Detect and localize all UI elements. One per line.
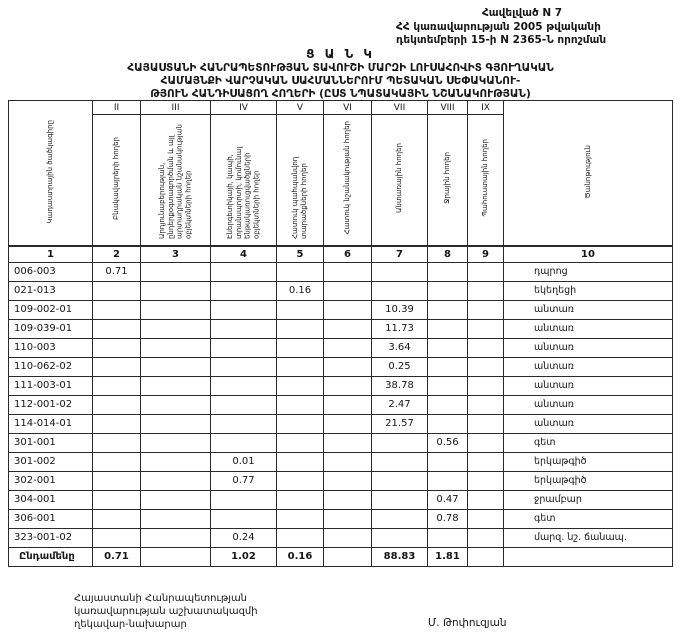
value-cell-col6 <box>324 319 372 338</box>
value-cell-col7: 0.25 <box>372 357 428 376</box>
col-index-7: 7 <box>372 246 428 262</box>
signature-line-1: Հայաստանի Հանրապետության <box>74 593 248 604</box>
value-cell-col8 <box>428 376 468 395</box>
value-cell-col7: 11.73 <box>372 319 428 338</box>
value-cell-col5 <box>277 528 324 547</box>
value-cell-col6 <box>324 471 372 490</box>
value-cell-col5 <box>277 452 324 471</box>
value-cell-col4 <box>211 433 277 452</box>
value-cell-col2 <box>93 281 141 300</box>
value-cell-col2 <box>93 509 141 528</box>
value-cell-col9 <box>468 509 504 528</box>
value-cell-col3 <box>141 547 211 566</box>
roman-IX: IX <box>468 101 504 115</box>
value-cell-col2: 0.71 <box>93 262 141 281</box>
appendix-gov-line1: ՀՀ կառավարության 2005 թվականի <box>396 20 601 33</box>
col-index-10: 10 <box>504 246 673 262</box>
value-cell-col7: 3.64 <box>372 338 428 357</box>
cadastral-code-cell: 110-003 <box>9 338 93 357</box>
value-cell-col5 <box>277 357 324 376</box>
value-cell-col7: 10.39 <box>372 300 428 319</box>
value-cell-col9 <box>468 395 504 414</box>
note-cell <box>504 547 673 566</box>
cadastral-code-cell: 306-001 <box>9 509 93 528</box>
value-cell-col3 <box>141 452 211 471</box>
value-cell-col9 <box>468 433 504 452</box>
value-cell-col7 <box>372 509 428 528</box>
table-body <box>9 262 673 566</box>
value-cell-col5 <box>277 471 324 490</box>
value-cell-col4 <box>211 509 277 528</box>
cadastral-code-cell: 323-001-02 <box>9 528 93 547</box>
cadastral-code-cell: 302-001 <box>9 471 93 490</box>
title-word-list: Ց Ա Ն Կ <box>306 47 375 61</box>
value-cell-col8 <box>428 414 468 433</box>
value-cell-col9 <box>468 319 504 338</box>
value-cell-col8 <box>428 319 468 338</box>
value-cell-col6 <box>324 300 372 319</box>
col-header-forest-lands: Անտառային հողեր <box>372 115 428 247</box>
appendix-title: Հավելված N 7 <box>481 7 563 19</box>
value-cell-col2 <box>93 414 141 433</box>
value-cell-col9 <box>468 376 504 395</box>
value-cell-col3 <box>141 490 211 509</box>
document-title <box>0 47 681 101</box>
note-cell: անտառ <box>504 300 673 319</box>
value-cell-col8 <box>428 281 468 300</box>
value-cell-col3 <box>141 395 211 414</box>
col-index-5: 5 <box>277 246 324 262</box>
value-cell-col8 <box>428 262 468 281</box>
cadastral-code-cell: 112-001-02 <box>9 395 93 414</box>
signature-block <box>74 592 258 631</box>
value-cell-col2 <box>93 300 141 319</box>
value-cell-col4: 0.77 <box>211 471 277 490</box>
col-header-note <box>504 101 673 247</box>
signature-line-2: կառավարության աշխատակազմի <box>74 606 258 617</box>
cadastral-code-cell: 304-001 <box>9 490 93 509</box>
value-cell-col5: 0.16 <box>277 547 324 566</box>
value-cell-col2 <box>93 433 141 452</box>
table-row <box>9 281 673 300</box>
value-cell-col2: 0.71 <box>93 547 141 566</box>
value-cell-col2 <box>93 528 141 547</box>
value-cell-col5: 0.16 <box>277 281 324 300</box>
roman-V: V <box>277 101 324 115</box>
value-cell-col4 <box>211 281 277 300</box>
value-cell-col6 <box>324 357 372 376</box>
roman-numeral-row <box>9 101 673 115</box>
value-cell-col7 <box>372 452 428 471</box>
table-row <box>9 528 673 547</box>
value-cell-col6 <box>324 281 372 300</box>
col-header-water-lands: Ջրային հողեր <box>428 115 468 247</box>
value-cell-col4 <box>211 262 277 281</box>
value-cell-col9 <box>468 547 504 566</box>
value-cell-col4 <box>211 319 277 338</box>
total-label: Ընդամենը <box>9 547 93 566</box>
value-cell-col9 <box>468 471 504 490</box>
col-header-settlement-lands: Բնակավայրերի հողեր <box>93 115 141 247</box>
roman-IV: IV <box>211 101 277 115</box>
table-row <box>9 376 673 395</box>
land-table <box>8 100 673 567</box>
value-cell-col4 <box>211 376 277 395</box>
value-cell-col6 <box>324 414 372 433</box>
value-cell-col6 <box>324 433 372 452</box>
value-cell-col4: 0.01 <box>211 452 277 471</box>
value-cell-col2 <box>93 395 141 414</box>
value-cell-col8 <box>428 452 468 471</box>
value-cell-col5 <box>277 395 324 414</box>
value-cell-col6 <box>324 376 372 395</box>
value-cell-col7 <box>372 490 428 509</box>
col-header-cadastral-code <box>9 101 93 247</box>
col-index-9: 9 <box>468 246 504 262</box>
value-cell-col7 <box>372 471 428 490</box>
value-cell-col3 <box>141 319 211 338</box>
col-header-special-lands: Հատուկ նշանակության հողեր <box>324 115 372 247</box>
value-cell-col8 <box>428 357 468 376</box>
value-cell-col9 <box>468 357 504 376</box>
table-row <box>9 433 673 452</box>
value-cell-col3 <box>141 281 211 300</box>
value-cell-col7: 21.57 <box>372 414 428 433</box>
value-cell-col8 <box>428 338 468 357</box>
value-cell-col8 <box>428 300 468 319</box>
value-cell-col2 <box>93 376 141 395</box>
cadastral-code-cell: 110-062-02 <box>9 357 93 376</box>
appendix-gov-line2: դեկտեմբերի 15-ի N 2365-Ն որոշման <box>396 34 607 47</box>
value-cell-col8: 0.56 <box>428 433 468 452</box>
table-header <box>9 101 673 263</box>
col-index-8: 8 <box>428 246 468 262</box>
title-line-2: ՀԱՅԱՍՏԱՆԻ ՀԱՆՐԱՊԵՏՈՒԹՅԱՆ ՏԱՎՈՒՇԻ ՄԱՐԶԻ ԼՈՒՍԱՀՈՎԻՏ ԳՅՈՒՂԱԿԱՆ <box>127 62 554 74</box>
value-cell-col5 <box>277 414 324 433</box>
value-cell-col5 <box>277 338 324 357</box>
value-cell-col8: 1.81 <box>428 547 468 566</box>
col-index-4: 4 <box>211 246 277 262</box>
cadastral-code-cell: 301-001 <box>9 433 93 452</box>
col-header-industrial-lands: Արդյունաբերության, ընդերքօգտագործման և այլ արտադրական նշանակության օբյեկտների հողեր <box>141 115 211 247</box>
value-cell-col7: 38.78 <box>372 376 428 395</box>
value-cell-col7 <box>372 262 428 281</box>
note-cell: անտառ <box>504 395 673 414</box>
col-index-2: 2 <box>93 246 141 262</box>
value-cell-col8 <box>428 528 468 547</box>
title-line-3: ՀԱՄԱՅՆՔԻ ՎԱՐՉԱԿԱՆ ՍԱՀՄԱՆՆԵՐՈՒՄ ՊԵՏԱԿԱՆ ՍԵՓԱԿԱՆՈՒ- <box>160 75 521 88</box>
table-row <box>9 357 673 376</box>
roman-III: III <box>141 101 211 115</box>
value-cell-col9 <box>468 528 504 547</box>
value-cell-col4 <box>211 338 277 357</box>
value-cell-col6 <box>324 262 372 281</box>
table-row <box>9 395 673 414</box>
note-cell: եկեղեցի <box>504 281 673 300</box>
table-row <box>9 338 673 357</box>
table-row <box>9 300 673 319</box>
cadastral-code-cell: 109-039-01 <box>9 319 93 338</box>
value-cell-col7 <box>372 528 428 547</box>
table-row <box>9 471 673 490</box>
value-cell-col5 <box>277 262 324 281</box>
value-cell-col2 <box>93 471 141 490</box>
value-cell-col3 <box>141 471 211 490</box>
value-cell-col4: 1.02 <box>211 547 277 566</box>
note-cell: երկաթգիծ <box>504 471 673 490</box>
value-cell-col3 <box>141 414 211 433</box>
value-cell-col3 <box>141 262 211 281</box>
value-cell-col5 <box>277 490 324 509</box>
value-cell-col3 <box>141 300 211 319</box>
roman-VI: VI <box>324 101 372 115</box>
value-cell-col7: 2.47 <box>372 395 428 414</box>
table-row <box>9 262 673 281</box>
value-cell-col5 <box>277 433 324 452</box>
value-cell-col8: 0.47 <box>428 490 468 509</box>
roman-VII: VII <box>372 101 428 115</box>
cadastral-code-cell: 109-002-01 <box>9 300 93 319</box>
note-cell: ջրամբար <box>504 490 673 509</box>
note-cell: երկաթգիծ <box>504 452 673 471</box>
value-cell-col9 <box>468 262 504 281</box>
note-cell: անտառ <box>504 376 673 395</box>
value-cell-col6 <box>324 395 372 414</box>
value-cell-col2 <box>93 338 141 357</box>
value-cell-col3 <box>141 433 211 452</box>
col-index-3: 3 <box>141 246 211 262</box>
cadastral-code-cell: 021-013 <box>9 281 93 300</box>
value-cell-col4 <box>211 490 277 509</box>
note-header-label: Ծանոթություն <box>583 144 592 199</box>
value-cell-col9 <box>468 338 504 357</box>
value-cell-col4 <box>211 300 277 319</box>
note-cell: գետ <box>504 433 673 452</box>
value-cell-col3 <box>141 509 211 528</box>
value-cell-col9 <box>468 300 504 319</box>
title-line-4: ԹՅՈՒՆ ՀԱՆԴԻՍԱՑՈՂ ՀՈՂԵՐԻ (ԸՍՏ ՆՊԱՏԱԿԱՅԻՆ ՆՇԱՆԱԿՈՒԹՅԱՆ) <box>150 88 531 101</box>
note-cell: անտառ <box>504 357 673 376</box>
roman-VIII: VIII <box>428 101 468 115</box>
appendix-block <box>396 7 648 48</box>
cadastral-code-cell: 301-002 <box>9 452 93 471</box>
cadastral-code-cell: 006-003 <box>9 262 93 281</box>
value-cell-col4 <box>211 414 277 433</box>
value-cell-col4 <box>211 395 277 414</box>
value-cell-col9 <box>468 452 504 471</box>
note-cell: մարզ. նշ. ճանապ. <box>504 528 673 547</box>
col-header-reserve-lands: Պահուստային հողեր <box>468 115 504 247</box>
value-cell-col4 <box>211 357 277 376</box>
table-row <box>9 452 673 471</box>
cadastral-code-cell: 114-014-01 <box>9 414 93 433</box>
value-cell-col2 <box>93 452 141 471</box>
value-cell-col4: 0.24 <box>211 528 277 547</box>
value-cell-col5 <box>277 376 324 395</box>
value-cell-col5 <box>277 319 324 338</box>
value-cell-col3 <box>141 528 211 547</box>
table-row <box>9 414 673 433</box>
value-cell-col6 <box>324 509 372 528</box>
signer-name: Մ. Թոփուզյան <box>428 617 507 629</box>
value-cell-col9 <box>468 281 504 300</box>
value-cell-col3 <box>141 376 211 395</box>
note-cell: գետ <box>504 509 673 528</box>
value-cell-col2 <box>93 357 141 376</box>
note-cell: դպրոց <box>504 262 673 281</box>
roman-II: II <box>93 101 141 115</box>
col-header-protected-lands: Հատուկ պահպանվող տարածքների հողեր <box>277 115 324 247</box>
cadastral-code-cell: 111-003-01 <box>9 376 93 395</box>
value-cell-col7 <box>372 281 428 300</box>
value-cell-col2 <box>93 490 141 509</box>
value-cell-col6 <box>324 547 372 566</box>
value-cell-col3 <box>141 338 211 357</box>
value-cell-col2 <box>93 319 141 338</box>
col-index-6: 6 <box>324 246 372 262</box>
column-index-row <box>9 246 673 262</box>
table-row <box>9 490 673 509</box>
value-cell-col8 <box>428 471 468 490</box>
value-cell-col8 <box>428 395 468 414</box>
value-cell-col6 <box>324 490 372 509</box>
cadastral-code-label: Կադաստրային ծածկագիրը <box>46 119 55 224</box>
table-row <box>9 319 673 338</box>
value-cell-col6 <box>324 452 372 471</box>
value-cell-col6 <box>324 528 372 547</box>
value-cell-col8: 0.78 <box>428 509 468 528</box>
note-cell: անտառ <box>504 338 673 357</box>
value-cell-col5 <box>277 509 324 528</box>
value-cell-col9 <box>468 490 504 509</box>
value-cell-col6 <box>324 338 372 357</box>
value-cell-col7: 88.83 <box>372 547 428 566</box>
value-cell-col5 <box>277 300 324 319</box>
total-row <box>9 547 673 566</box>
value-cell-col7 <box>372 433 428 452</box>
signature-line-3: ղեկավար-նախարար <box>74 619 187 630</box>
col-header-infrastructure-lands: Էներգետիկայի, կապի, տրանսպորտի, կոմունալ ենթակառուցվածքների օբյեկտների հողեր <box>211 115 277 247</box>
value-cell-col9 <box>468 414 504 433</box>
value-cell-col3 <box>141 357 211 376</box>
note-cell: անտառ <box>504 319 673 338</box>
table-row <box>9 509 673 528</box>
note-cell: անտառ <box>504 414 673 433</box>
col-index-1: 1 <box>9 246 93 262</box>
